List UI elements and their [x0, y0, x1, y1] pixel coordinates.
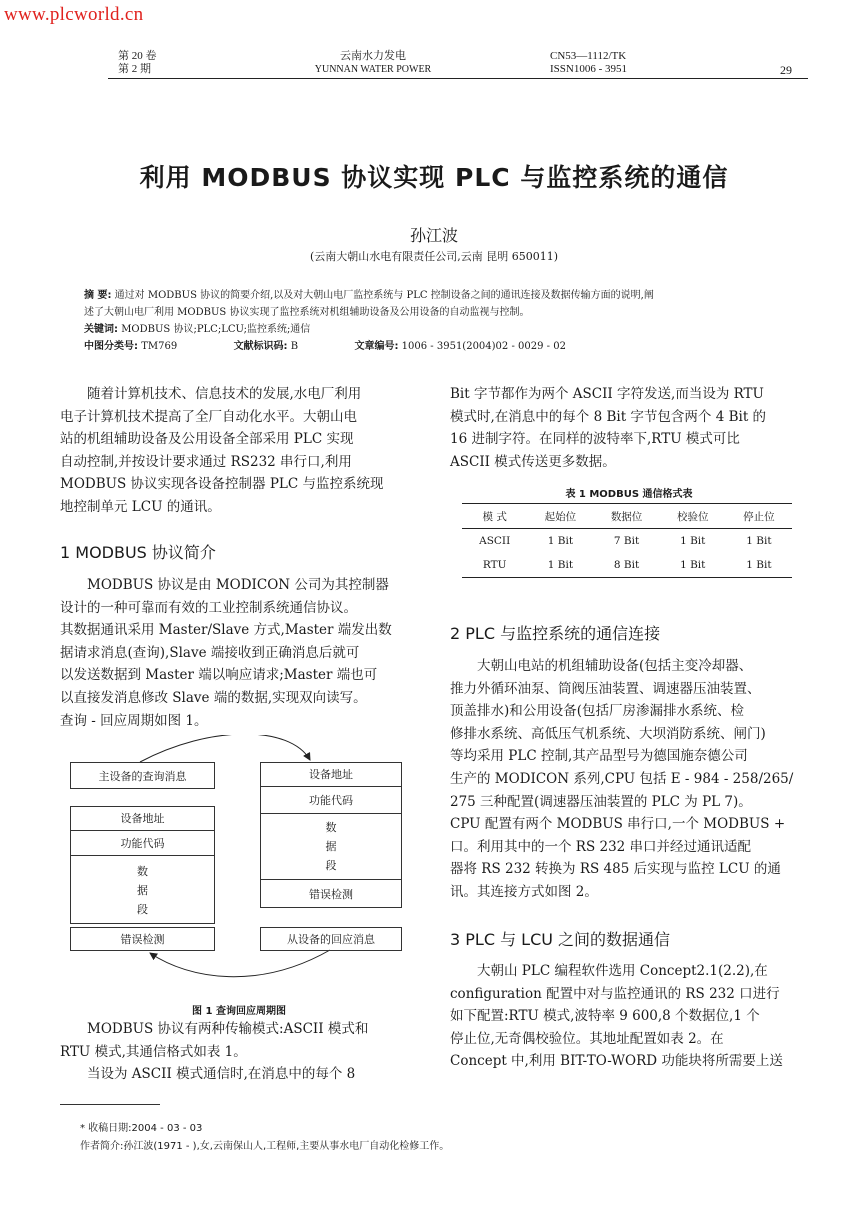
intro-line: 站的机组辅助设备及公用设备全部采用 PLC 实现 [60, 431, 354, 448]
keywords: MODBUS 协议;PLC;LCU;监控系统;通信 [121, 324, 311, 335]
intro-paragraph [60, 383, 418, 519]
issue: 第 2 期 [118, 63, 151, 75]
affiliation: (云南大朝山水电有限责任公司,云南 昆明 650011) [309, 250, 559, 263]
abstract-line-2: 述了大朝山电厂利用 MODBUS 协议实现了监控系统对机组辅助设备及公用设备的自动监视与控制。 [84, 307, 530, 318]
table-1 [462, 503, 792, 578]
section-1-heading: 1 MODBUS 协议简介 [60, 543, 216, 562]
after-figure-paragraph [60, 1018, 418, 1086]
section-3-paragraph [450, 960, 808, 1073]
issn: ISSN1006 - 3951 [550, 63, 628, 75]
data-char: 数 [137, 864, 148, 878]
master-query-label: 主设备的查询消息 [98, 769, 187, 783]
sec1-line: MODBUS 协议是由 MODICON 公司为其控制器 [87, 577, 389, 593]
table-cell: 1 Bit [680, 535, 706, 547]
table-cell: RTU [482, 559, 507, 571]
table-header: 数据位 [610, 510, 643, 523]
table-row [462, 529, 792, 554]
sec3-line: configuration 配置中对与监控通讯的 RS 232 口进行 [450, 985, 780, 1002]
table-cell: 1 Bit [746, 535, 772, 547]
sec3-line: 大朝山 PLC 编程软件选用 Concept2.1(2.2),在 [477, 963, 768, 979]
author-bio: 作者简介:孙江波(1971 - ),女,云南保山人,工程师,主要从事水电厂自动化检修工作。 [80, 1141, 450, 1152]
sec2-line: 推力外循环油泵、筒阀压油装置、调速器压油装置、 [450, 680, 761, 697]
sec1-line: 其数据通讯采用 Master/Slave 方式,Master 端发出数 [60, 622, 392, 639]
table-header: 起始位 [544, 510, 577, 523]
error-check-label: 错误检测 [120, 933, 165, 946]
sec1-line: 以直接发消息修改 Slave 端的数据,实现双向读写。 [60, 689, 367, 706]
clc-label: 中图分类号: [84, 341, 138, 352]
slave-error-check [260, 880, 402, 908]
after-fig-line: MODBUS 协议有两种传输模式:ASCII 模式和 [87, 1021, 369, 1037]
sec2-line: 口。利用其中的一个 RS 232 串口并经过通讯适配 [450, 838, 752, 855]
clc: TM769 [141, 341, 178, 352]
data-char: 段 [137, 902, 148, 916]
slave-reply-label: 从设备的回应消息 [287, 933, 375, 946]
page-number: 29 [780, 63, 792, 77]
sec2-line: 275 三种配置(调速器压油装置的 PLC 为 PL 7)。 [450, 793, 752, 810]
data-char: 据 [137, 883, 148, 897]
sec1-line: 设计的一种可靠而有效的工业控制系统通信协议。 [60, 599, 357, 616]
master-data-field [70, 856, 215, 924]
section-3-heading: 3 PLC 与 LCU 之间的数据通信 [450, 930, 671, 949]
table-cell: ASCII [479, 535, 511, 547]
data-char: 数 [325, 821, 337, 834]
right-top-line: 模式时,在消息中的每个 8 Bit 字节包含两个 4 Bit 的 [450, 408, 767, 425]
table-header: 校验位 [676, 510, 709, 523]
master-device-address [70, 806, 215, 831]
table-cell: 7 Bit [613, 535, 640, 547]
function-code-label: 功能代码 [309, 794, 353, 807]
query-arrow [140, 735, 310, 762]
intro-line: 自动控制,并按设计要求通过 RS232 串行口,利用 [60, 453, 352, 470]
journal-cn: 云南水力发电 [340, 50, 406, 62]
sec3-line: 停止位,无奇偶校验位。其地址配置如表 2。在 [450, 1030, 724, 1047]
section-1-paragraph [60, 574, 418, 732]
table-cell: 8 Bit [613, 559, 640, 571]
article-number-label: 文章编号: [354, 341, 399, 352]
right-top-paragraph [450, 383, 808, 473]
sec1-line: 据请求消息(查询),Slave 端接收到正确消息后就可 [60, 644, 360, 661]
after-fig-line: 当设为 ASCII 模式通信时,在消息中的每个 8 [87, 1066, 356, 1083]
intro-line: 电子计算机技术提高了全厂自动化水平。大朝山电 [60, 408, 357, 425]
table-header: 模 式 [482, 510, 507, 523]
table-header: 停止位 [743, 510, 775, 523]
abstract-label: 摘 要: [84, 290, 112, 301]
footnote-rule [60, 1104, 160, 1105]
right-top-line: 16 进制字符。在同样的波特率下,RTU 模式可比 [450, 431, 740, 448]
sec1-line: 查询 - 回应周期如图 1。 [60, 712, 208, 729]
sec3-line: 如下配置:RTU 模式,波特率 9 600,8 个数据位,1 个 [450, 1008, 760, 1025]
slave-function-code [260, 787, 402, 814]
cn-number: CN53—1112/TK [550, 50, 627, 62]
slave-data-field [260, 814, 402, 880]
table-cell: 1 Bit [547, 535, 574, 547]
author: 孙江波 [409, 226, 458, 245]
sec2-line: CPU 配置有两个 MODBUS 串行口,一个 MODBUS + [450, 816, 786, 833]
table-row [462, 553, 792, 578]
sec2-line: 顶盖排水)和公用设备(包括厂房渗漏排水系统、检 [450, 703, 745, 720]
header-rule [108, 78, 808, 79]
after-fig-line: RTU 模式,其通信格式如表 1。 [60, 1043, 247, 1060]
error-check-label: 错误检测 [309, 888, 353, 901]
sec1-line: 以发送数据到 Master 端以响应请求;Master 端也可 [60, 667, 378, 684]
intro-line: MODBUS 协议实现各设备控制器 PLC 与监控系统现 [60, 476, 384, 493]
sec2-line: 大朝山电站的机组辅助设备(包括主变冷却器、 [477, 658, 753, 674]
device-address-label: 设备地址 [309, 768, 353, 781]
doc-code-label: 文献标识码: [233, 341, 288, 352]
article-number: 1006 - 3951(2004)02 - 0029 - 02 [401, 341, 566, 352]
figure-1-caption: 图 1 查询回应周期图 [192, 1006, 286, 1017]
abstract [84, 287, 804, 355]
right-top-line: Bit 字节都作为两个 ASCII 字符发送,而当设为 RTU [450, 386, 764, 402]
reply-arrow [150, 950, 330, 977]
intro-line: 随着计算机技术、信息技术的发展,水电厂利用 [87, 386, 362, 402]
sec3-line: Concept 中,利用 BIT-TO-WORD 功能块将所需要上送 [450, 1053, 783, 1070]
slave-device-address [260, 762, 402, 787]
abstract-line-1: 通过对 MODBUS 协议的简要介绍,以及对大朝山电厂监控系统与 PLC 控制设备之间的通讯连接及数据传输方面的说明,阐 [114, 290, 654, 301]
sec2-line: 修排水系统、高低压气机系统、大坝消防系统、闸门) [450, 725, 766, 742]
master-error-check [70, 927, 215, 951]
paper-title: 利用 MODBUS 协议实现 PLC 与监控系统的通信 [139, 163, 729, 192]
function-code-label: 功能代码 [120, 837, 165, 850]
data-char: 段 [325, 859, 337, 872]
device-address-label: 设备地址 [120, 812, 165, 825]
table-header-row [462, 504, 792, 529]
master-function-code [70, 831, 215, 856]
sec2-line: 讯。其连接方式如图 2。 [450, 883, 598, 900]
section-2-heading: 2 PLC 与监控系统的通信连接 [450, 624, 661, 643]
table-cell: 1 Bit [746, 559, 772, 571]
journal-en: YUNNAN WATER POWER [314, 64, 432, 75]
section-2-paragraph [450, 655, 808, 904]
watermark: www.plcworld.cn [4, 4, 144, 25]
sec2-line: 等均采用 PLC 控制,其产品型号为德国施奈德公司 [450, 748, 748, 765]
table-1-caption: 表 1 MODBUS 通信格式表 [565, 489, 693, 500]
received-date: * 收稿日期:2004 - 03 - 03 [80, 1123, 203, 1134]
sec2-line: 生产的 MODICON 系列,CPU 包括 E - 984 - 258/265/ [450, 770, 794, 787]
slave-reply-box [260, 927, 402, 951]
table-cell: 1 Bit [547, 559, 574, 571]
data-char: 据 [325, 840, 337, 853]
master-query-box [70, 762, 215, 789]
doc-code: B [290, 341, 299, 352]
volume: 第 20 卷 [118, 50, 157, 62]
keywords-label: 关键词: [84, 324, 118, 335]
table-cell: 1 Bit [680, 559, 706, 571]
intro-line: 地控制单元 LCU 的通讯。 [60, 498, 221, 515]
sec2-line: 器将 RS 232 转换为 RS 485 后实现与监控 LCU 的通 [450, 861, 781, 878]
right-top-line: ASCII 模式传送更多数据。 [450, 453, 616, 470]
